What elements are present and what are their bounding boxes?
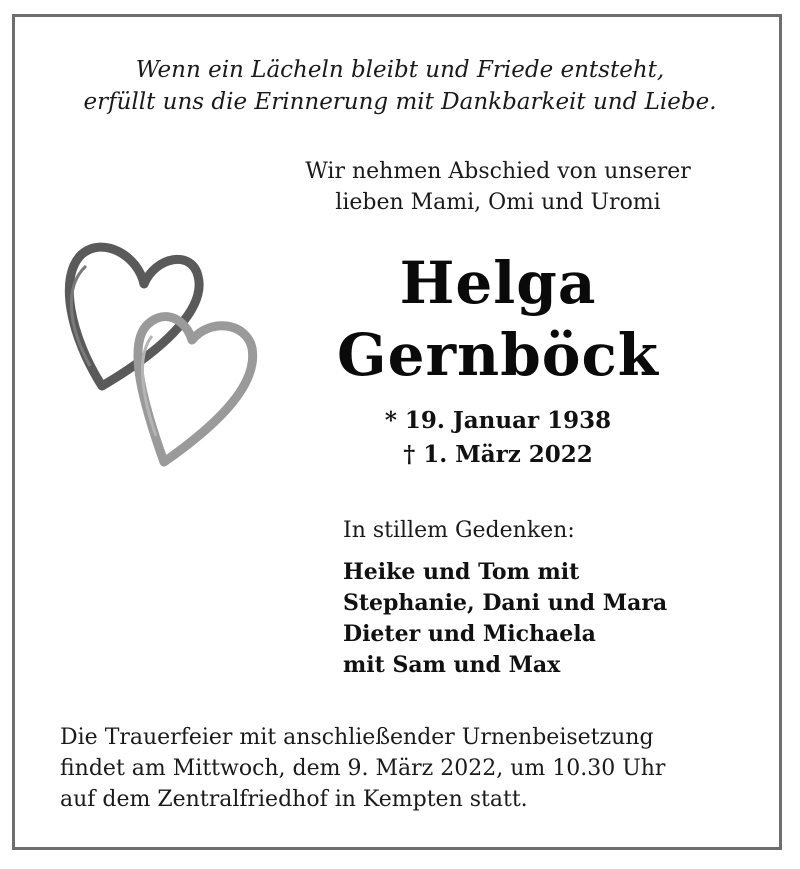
first-name: Helga [399,249,597,317]
life-dates [258,404,738,472]
two-hearts-icon [60,236,270,476]
last-name: Gernböck [337,321,659,389]
mourner-line: mit Sam und Max [343,652,561,678]
death-date: † 1. März 2022 [403,441,593,468]
quote [0,54,800,118]
ceremony-line-1: Die Trauerfeier mit anschließender Urnenbeisetzung [60,725,654,750]
quote-line-2: erfüllt uns die Erinnerung mit Dankbarkeit und Liebe. [83,89,717,115]
ceremony-info [60,722,750,815]
birth-date: * 19. Januar 1938 [384,407,612,434]
mourners-list [343,557,667,681]
intro-line-2: lieben Mami, Omi und Uromi [335,190,661,215]
mourner-line: Stephanie, Dani und Mara [343,590,668,616]
memory-heading: In stillem Gedenken: [343,518,575,543]
ceremony-line-2: findet am Mittwoch, dem 9. März 2022, um 10.30 Uhr [60,756,666,781]
mourner-line: Dieter und Michaela [343,621,596,647]
mourner-line: Heike und Tom mit [343,559,580,585]
intro-line-1: Wir nehmen Abschied von unserer [305,159,691,184]
ceremony-line-3: auf dem Zentralfriedhof in Kempten statt. [60,787,528,812]
quote-line-1: Wenn ein Lächeln bleibt und Friede entsteht, [135,57,665,83]
intro-text [258,156,738,218]
